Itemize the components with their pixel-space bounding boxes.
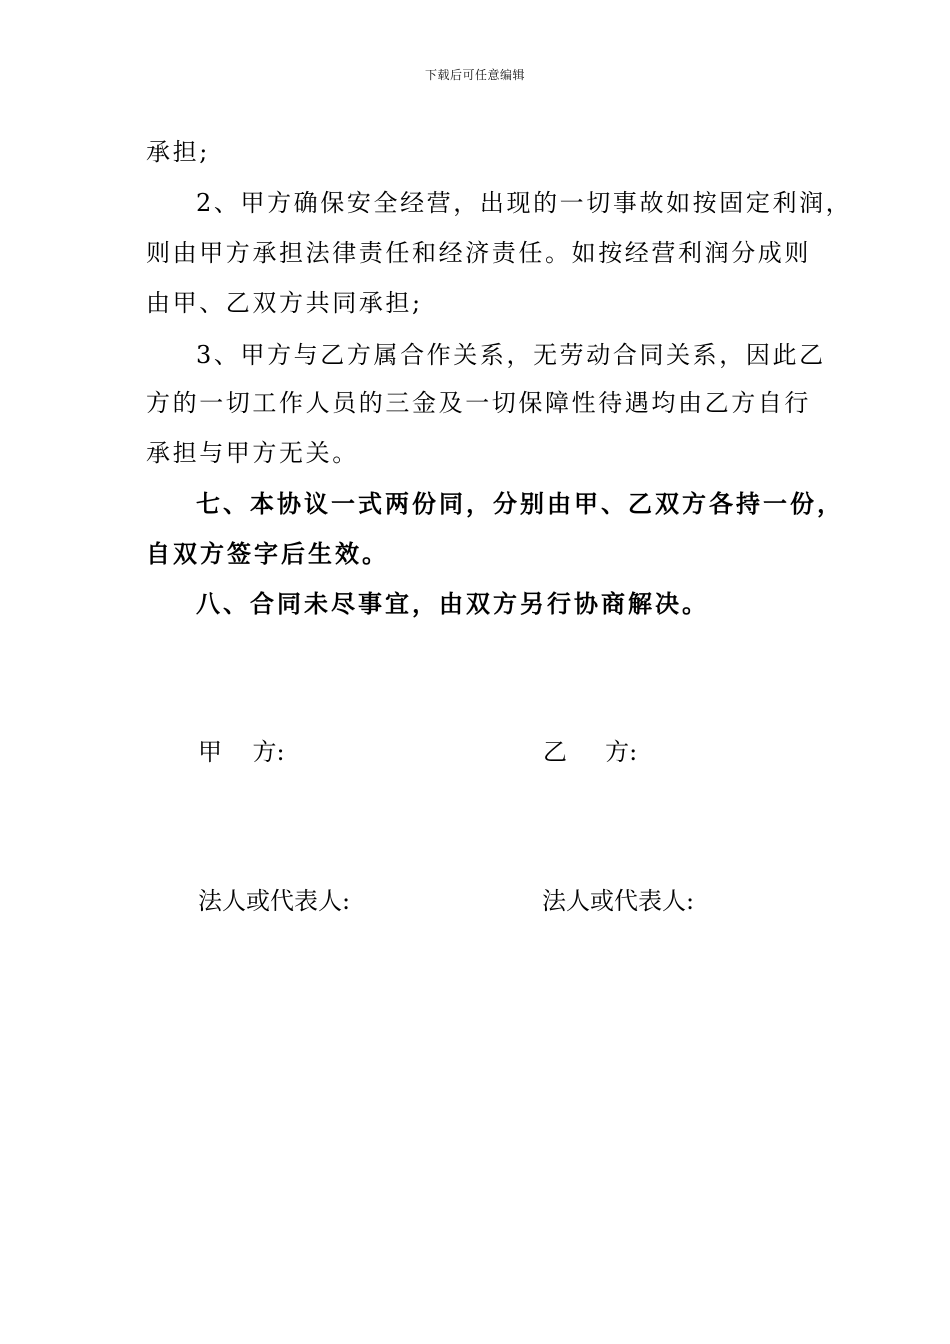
page-header-note: 下载后可任意编辑 — [424, 68, 525, 82]
clause-8: 八、合同未尽事宜，由双方另行协商解决。 — [196, 589, 709, 618]
clause-7-line-2: 自双方签字后生效。 — [146, 539, 389, 568]
item-3-line-3: 承担与甲方无关。 — [146, 439, 359, 467]
party-b-label: 乙 方: — [543, 738, 638, 766]
item-3-line-1: 3、甲方与乙方属合作关系，无劳动合同关系，因此乙 — [196, 341, 826, 369]
party-b-representative-label: 法人或代表人: — [542, 887, 695, 915]
item-2-line-3: 由甲、乙双方共同承担; — [146, 289, 423, 317]
party-a-label: 甲 方: — [198, 738, 285, 766]
party-a-representative-label: 法人或代表人: — [198, 887, 351, 915]
item-2-line-1: 2、甲方确保安全经营，出现的一切事故如按固定利润， — [196, 189, 853, 217]
item-3-line-2: 方的一切工作人员的三金及一切保障性待遇均由乙方自行 — [146, 389, 811, 417]
clause-7-line-1: 七、本协议一式两份同，分别由甲、乙双方各持一份， — [196, 489, 844, 518]
text-line-continuation: 承担; — [146, 138, 210, 166]
item-2-line-2: 则由甲方承担法律责任和经济责任。如按经营利润分成则 — [146, 239, 811, 267]
